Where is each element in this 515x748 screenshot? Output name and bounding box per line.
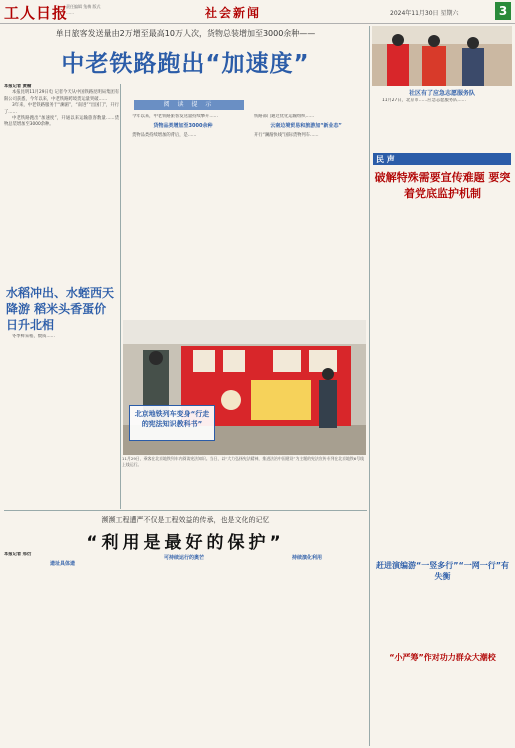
minsheng-section-bar: [373, 153, 511, 165]
second-kicker: 濒濒工程遭严不仅是工程效益的传承，也是文化的记忆: [101, 516, 270, 524]
right-column-divider: [369, 26, 370, 746]
minsheng-headline: 破解特殊需要宣传难题 要突着党底监护机制: [374, 171, 511, 200]
lead-kicker: 单日旅客发送量由2万增至最高10万人次，货物总装增加至3000余种——: [55, 29, 316, 38]
lead-col1-p1: 本报昆明11月29日电 记者今天从中国铁路昆明局集团有限公司获悉，今年以来，中老铁路跨境货运量突破……: [4, 90, 119, 102]
right-subhead-1: 赶进演编游“一竖多行”“一网一行”有失衡: [375, 561, 510, 581]
volunteer-photo: [372, 26, 512, 86]
second-subhead-1: 遗址具体遗: [49, 561, 75, 568]
photo-note: 11月29日，乘客在北京地铁列车内阅读宪法知识。当日，以“大力弘扬宪法精神，推进法治中国建设”为主题的宪法宣传专列在北京地铁6号线上线运行。: [122, 456, 365, 467]
masthead: [0, 0, 515, 24]
lead-col2-p2: 货物品类持续增加的背后，是……: [132, 132, 197, 138]
lead-col2-p1: 今年以来，中老铁路旅客发送量持续攀升……: [132, 114, 218, 119]
photo-caption-box: [129, 405, 215, 441]
story-separator: [4, 510, 367, 511]
second-column-1: [4, 552, 121, 747]
lead-col3-p1: 铁路部门通过优化运输组织……: [254, 114, 315, 119]
editor-credits: 责任编辑 兔梅 版式 ……: [66, 4, 101, 15]
lead-col2-subhead: 货物品类增加至3000余种: [153, 123, 213, 130]
lead-column-1: [4, 84, 119, 282]
volunteer-paragraph: 11月27日，北京市……应急志愿服务队……: [382, 98, 466, 103]
volunteer-photo-illustration: [372, 26, 512, 86]
sidebar-story-body: [4, 334, 119, 509]
photo-caption: 北京地铁列车变身“行走的宪法知识教科书”: [134, 410, 210, 428]
right-subhead-2: “小严筹”作对功力群众大潮校: [389, 653, 496, 662]
volunteer-caption: 社区有了应急志愿服务队: [408, 90, 475, 97]
section-title: 社会新闻: [205, 6, 262, 20]
second-headline: “利用是最好的保护”: [86, 533, 285, 553]
lead-column-2: [124, 114, 242, 316]
lead-col3-subhead: 云南边境贸易和旅游加“新业态”: [270, 123, 342, 130]
sidebar-text: 冬季鲜采稻，数质……: [12, 334, 55, 339]
lead-headline: 中老铁路跑出“加速度”: [61, 51, 310, 77]
sidebar-story-header: [6, 285, 114, 331]
reading-tip-banner: 阅 读 提 示: [134, 100, 244, 110]
second-byline: 本报记者 邢衍: [4, 552, 32, 557]
lead-col1-p2: 3年来，中老铁路服务于“澜湄”，“南进”“出国门”，开行了……: [4, 103, 119, 115]
second-subhead-2: 可持续运行的奥芒: [163, 555, 204, 561]
second-column-3: [247, 552, 367, 747]
issue-date: 2024年11月30日 星期六: [390, 10, 459, 17]
second-subhead-3: 持续演化利用: [291, 555, 322, 561]
newspaper-logo: 工人日报: [4, 4, 69, 22]
second-column-2: [125, 552, 243, 747]
volunteer-text: [374, 98, 511, 148]
column-divider: [120, 84, 121, 509]
page-number: 3: [495, 2, 511, 20]
minsheng-label: 民 声: [376, 155, 395, 164]
lead-column-3: [246, 114, 366, 316]
lead-byline: 本报记者 黄榆: [4, 84, 32, 89]
sidebar-headline: 水稻冲出、水蛭西天降游 稻米头香蛋价日升北相: [6, 286, 115, 332]
lead-col1-p3: 中老铁路跑出“加速度”，开通以来运输旅客数量……货物总装增加至3000余种。: [4, 116, 119, 128]
lead-col3-p2: 开行“澜湄快线”国际货物列车……: [254, 132, 319, 138]
lead-story-header: [4, 28, 367, 78]
